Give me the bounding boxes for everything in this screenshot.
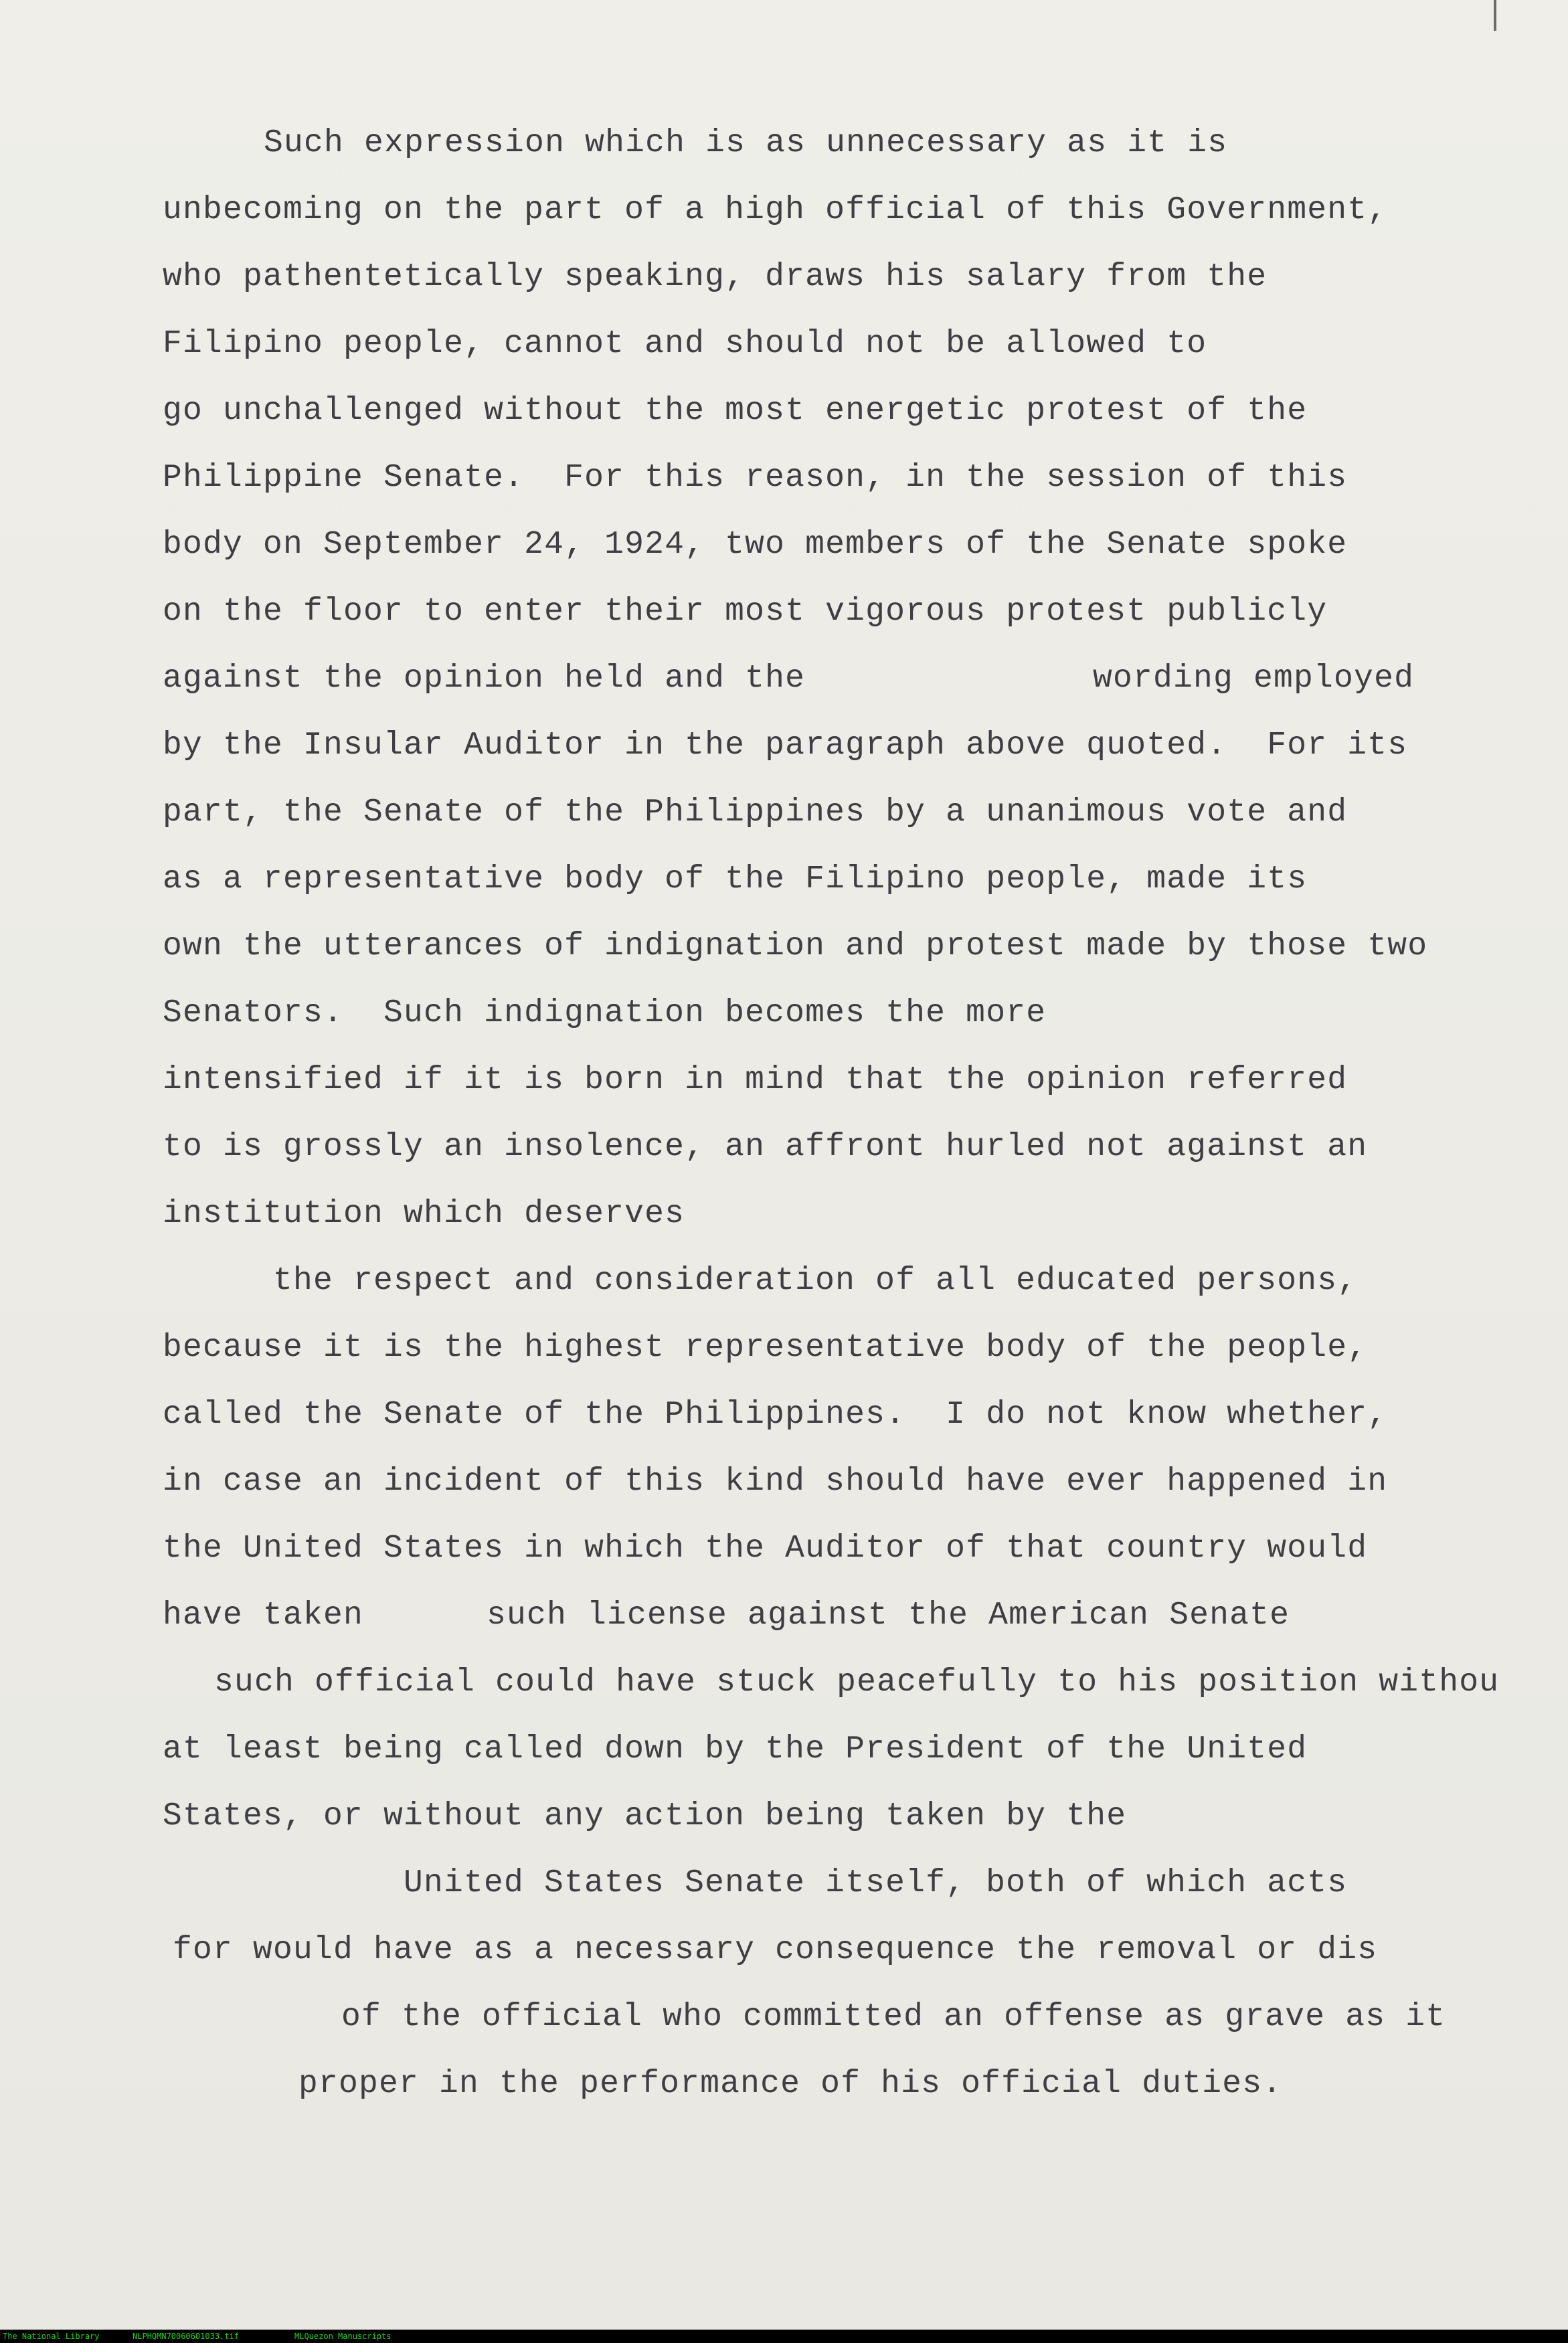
text-line: in case an incident of this kind should have ever happened in (163, 1464, 1388, 1500)
text-line: who pathentetically speaking, draws his salary from the (163, 259, 1268, 295)
text-line: as a representative body of the Filipino people, made its (163, 861, 1308, 897)
text-line: part, the Senate of the Philippines by a unanimous vote and (163, 794, 1348, 831)
text-line: by the Insular Auditor in the paragraph above quoted. For its (163, 727, 1408, 764)
footer-library-label: The National Library (3, 2332, 100, 2341)
text-line: such license against the American Senate (487, 1597, 1290, 1634)
text-line: the United States in which the Auditor of that country would (163, 1531, 1368, 1567)
text-line: at least being called down by the President of the United (163, 1731, 1308, 1767)
page-edge-mark (1494, 0, 1496, 31)
text-line: United States Senate itself, both of which acts (404, 1865, 1348, 1901)
text-line: on the floor to enter their most vigorous protest publicly (163, 594, 1328, 630)
text-line: to is grossly an insolence, an affront hurled not against an (163, 1129, 1368, 1165)
text-line: for would have as a necessary consequence the removal or dis (173, 1932, 1378, 1968)
text-line: States, or without any action being taken by the (163, 1798, 1127, 1834)
text-line: such official could have stuck peacefully to his position withou (214, 1664, 1500, 1701)
text-line: proper in the performance of his official duties. (298, 2066, 1283, 2102)
footer-collection-label: MLQuezon Manuscripts (294, 2332, 391, 2341)
text-line: the respect and consideration of all educated persons, (273, 1263, 1358, 1299)
text-line: have taken (163, 1597, 364, 1634)
text-line: Filipino people, cannot and should not be allowed to (163, 326, 1207, 362)
text-line: Philippine Senate. For this reason, in the session of this (163, 460, 1348, 496)
footer-file-name: NLPHQMN70060601033.tif (133, 2332, 239, 2341)
text-line: Such expression which is as unnecessary as it is (264, 125, 1228, 161)
text-line: of the official who committed an offense as grave as it (341, 1999, 1446, 2035)
text-line: because it is the highest representative body of the people, (163, 1330, 1368, 1366)
text-line: Senators. Such indignation becomes the more (163, 995, 1047, 1031)
text-line: own the utterances of indignation and protest made by those two (163, 928, 1428, 964)
archive-footer-bar (0, 2330, 1568, 2343)
text-line: body on September 24, 1924, two members of the Senate spoke (163, 527, 1348, 563)
text-line: against the opinion held and the (163, 661, 806, 697)
text-line: unbecoming on the part of a high official of this Government, (163, 192, 1388, 228)
text-line: called the Senate of the Philippines. I do not know whether, (163, 1397, 1388, 1433)
text-line: wording employed (1093, 661, 1415, 697)
text-line: go unchallenged without the most energetic protest of the (163, 393, 1308, 429)
text-line: intensified if it is born in mind that the opinion referred (163, 1062, 1348, 1098)
text-line: institution which deserves (163, 1196, 685, 1232)
